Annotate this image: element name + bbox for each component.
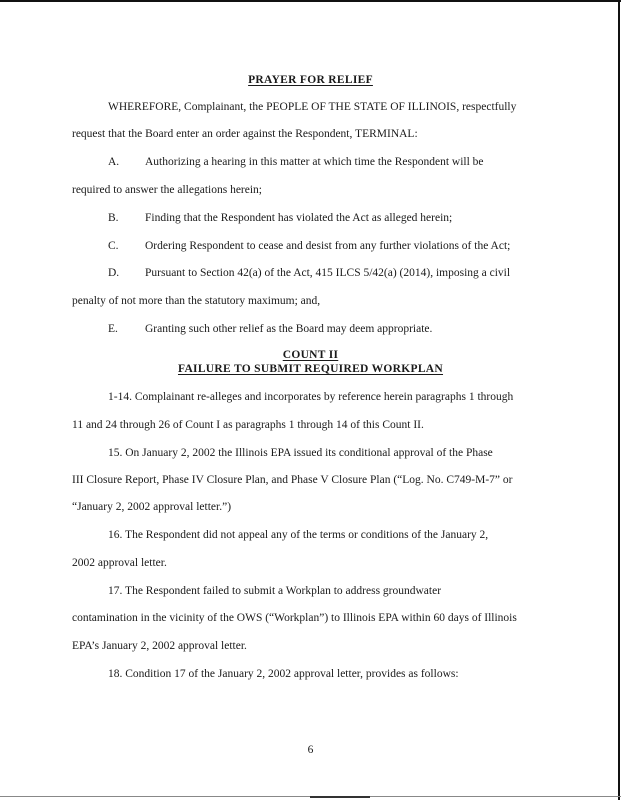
para-17-line1: 17. The Respondent failed to submit a Workplan to address groundwater [108, 585, 442, 597]
item-a-marker: A. [108, 156, 120, 168]
para-17-line2: contamination in the vicinity of the OWS (“Workplan”) to Illinois EPA within 60 days of Illinois [72, 612, 517, 624]
count-title: COUNT II [282, 349, 339, 361]
para-1-14-line2: 11 and 24 through 26 of Count I as paragraphs 1 through 14 of this Count II. [72, 419, 424, 431]
scan-edge-mark [310, 796, 370, 798]
item-d-line2: penalty of not more than the statutory maximum; and, [72, 295, 321, 307]
item-e-line1: Granting such other relief as the Board may deem appropriate. [145, 323, 433, 335]
item-d-marker: D. [108, 267, 120, 279]
item-b-marker: B. [108, 212, 119, 224]
para-16-line1: 16. The Respondent did not appeal any of the terms or conditions of the January 2, [108, 529, 489, 541]
page-number: 6 [307, 744, 314, 756]
item-c-marker: C. [108, 240, 119, 252]
para-15-line3: “January 2, 2002 approval letter.”) [72, 501, 232, 513]
item-d-line1: Pursuant to Section 42(a) of the Act, 415 ILCS 5/42(a) (2014), imposing a civil [145, 267, 511, 279]
prayer-intro-line1: WHEREFORE, Complainant, the PEOPLE OF THE STATE OF ILLINOIS, respectfully [108, 101, 517, 113]
item-b-line1: Finding that the Respondent has violated the Act as alleged herein; [145, 212, 453, 224]
scan-edge-right [618, 0, 620, 800]
para-17-line3: EPA’s January 2, 2002 approval letter. [72, 640, 247, 652]
para-18-line1: 18. Condition 17 of the January 2, 2002 approval letter, provides as follows: [108, 668, 459, 680]
scan-edge-top [0, 0, 621, 2]
prayer-intro-line2: request that the Board enter an order against the Respondent, TERMINAL: [72, 128, 418, 140]
para-16-line2: 2002 approval letter. [72, 557, 167, 569]
para-1-14-line1: 1-14. Complainant re-alleges and incorporates by reference herein paragraphs 1 through [108, 391, 514, 403]
para-15-line2: III Closure Report, Phase IV Closure Plan, and Phase V Closure Plan (“Log. No. C749-M-7” or [72, 474, 513, 486]
item-a-line2: required to answer the allegations herein; [72, 184, 262, 196]
item-c-line1: Ordering Respondent to cease and desist from any further violations of the Act; [145, 240, 511, 252]
para-15-line1: 15. On January 2, 2002 the Illinois EPA issued its conditional approval of the Phase [108, 447, 493, 459]
count-subtitle: FAILURE TO SUBMIT REQUIRED WORKPLAN [177, 363, 444, 375]
item-a-line1: Authorizing a hearing in this matter at which time the Respondent will be [145, 156, 484, 168]
prayer-heading: PRAYER FOR RELIEF [248, 74, 373, 86]
item-e-marker: E. [108, 323, 118, 335]
